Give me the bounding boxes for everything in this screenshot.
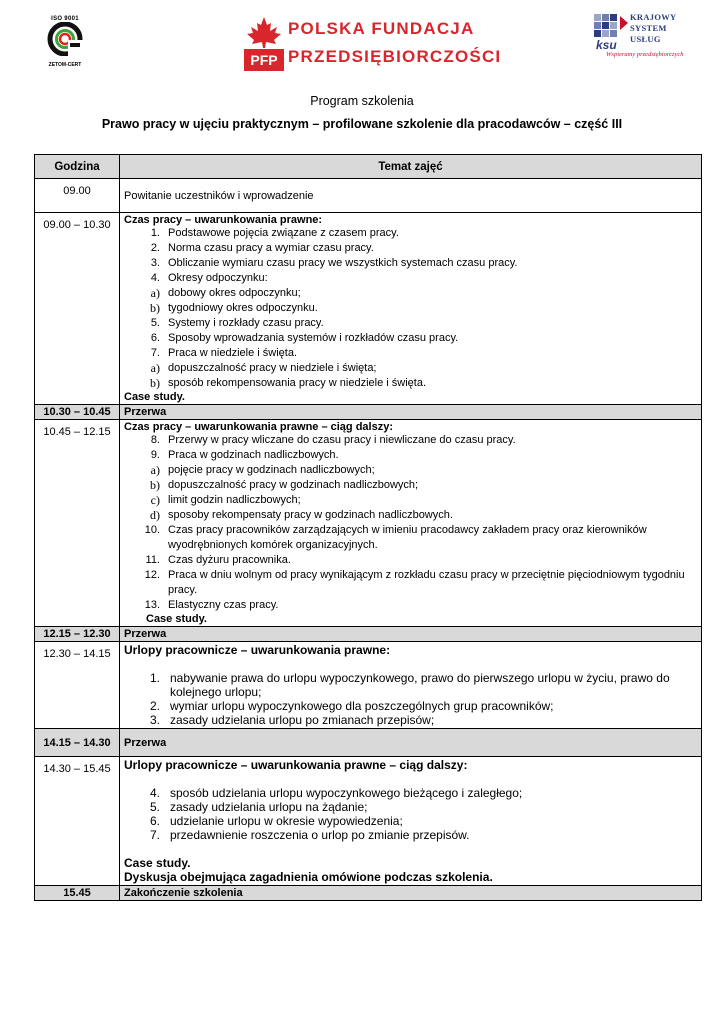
list-item: 7. przedawnienie roszczenia o urlop po zmianie przepisów. [149, 828, 470, 842]
table-header-row [35, 155, 702, 179]
row-topic [120, 757, 702, 886]
table-row [35, 757, 702, 886]
row-topic: Powitanie uczestników i wprowadzenie [120, 179, 702, 213]
row-topic: Przerwa [120, 405, 702, 420]
list-item: 1. Podstawowe pojęcia związane z czasem pracy. [150, 227, 399, 239]
list-item: 3. Obliczanie wymiaru czasu pracy we wszystkich systemach czasu pracy. [150, 257, 518, 269]
row-time: 12.15 – 12.30 [35, 627, 120, 642]
row-time: 09.00 [35, 179, 120, 213]
list-item: 4. Okresy odpoczynku: [150, 272, 268, 284]
table-row [35, 627, 702, 642]
list-item: b) dopuszczalność pracy w godzinach nadliczbowych; [150, 478, 419, 492]
row-time: 10.30 – 10.45 [35, 405, 120, 420]
section-heading: Czas pracy – uwarunkowania prawne – ciąg dalszy: [124, 421, 393, 433]
list-item: 11. Czas dyżuru pracownika. [145, 554, 291, 566]
list-item: a) pojęcie pracy w godzinach nadliczbowych; [150, 463, 375, 477]
iso-logo [34, 16, 96, 68]
topic-list [124, 433, 697, 613]
row-time: 09.00 – 10.30 [35, 213, 120, 405]
list-item: b) tygodniowy okres odpoczynku. [150, 301, 318, 315]
case-study-label: Case study. [124, 391, 185, 403]
row-topic [120, 420, 702, 627]
list-item: c) limit godzin nadliczbowych; [150, 493, 301, 507]
section-heading: Czas pracy – uwarunkowania prawne: [124, 214, 323, 226]
list-item: 6. udzielanie urlopu w okresie wypowiedzenia; [149, 814, 403, 828]
ksu-tagline: Wspieramy przedsiębiorczych [606, 51, 684, 58]
zetom-emblem-icon [46, 22, 84, 56]
table-row [35, 420, 702, 627]
row-topic: Przerwa [120, 627, 702, 642]
table-row [35, 886, 702, 901]
maple-leaf-icon [244, 16, 284, 72]
case-study-label: Case study. [124, 856, 191, 870]
list-item: 9. Praca w godzinach nadliczbowych. [150, 449, 339, 461]
row-topic: Przerwa [120, 729, 702, 757]
list-item: 3. zasady udzielania urlopu po zmianach przepisów; [149, 713, 435, 727]
topic-list [124, 671, 697, 727]
list-item: 7. Praca w niedziele i święta. [150, 347, 298, 359]
row-topic [120, 642, 702, 729]
list-item: 8. Przerwy w pracy wliczane do czasu pracy i niewliczane do czasu pracy. [150, 434, 516, 446]
list-item: 10. Czas pracy pracowników zarządzających w imieniu pracodawcy zakładem pracy oraz kierowników wyodrębnionych komórek organizacyjnych. [144, 524, 647, 551]
header-time: Godzina [35, 155, 120, 179]
row-topic: Zakończenie szkolenia [120, 886, 702, 901]
row-time: 14.30 – 15.45 [35, 757, 120, 886]
table-row [35, 405, 702, 420]
iso-label: ISO 9001 [51, 16, 79, 22]
ksu-grid-icon [594, 14, 628, 40]
pfp-name-line1: POLSKA FUNDACJA [288, 19, 475, 38]
list-item: 2. wymiar urlopu wypoczynkowego dla poszczególnych grup pracowników; [149, 699, 554, 713]
topic-list [124, 786, 697, 842]
list-item: 2. Norma czasu pracy a wymiar czasu pracy. [150, 242, 374, 254]
table-row [35, 729, 702, 757]
list-item: 5. Systemy i rozkłady czasu pracy. [150, 317, 324, 329]
schedule-table [34, 154, 702, 901]
ksu-line1: KRAJOWY [630, 12, 677, 22]
section-heading: Urlopy pracownicze – uwarunkowania prawne – ciąg dalszy: [124, 758, 468, 772]
pfp-name-line2: PRZEDSIĘBIORCZOŚCI [288, 47, 502, 66]
list-item: 5. zasady udzielania urlopu na żądanie; [149, 800, 368, 814]
table-row [35, 213, 702, 405]
discussion-label: Dyskusja obejmująca zagadnienia omówione podczas szkolenia. [124, 870, 493, 884]
header-topic: Temat zajęć [120, 155, 702, 179]
ksu-line2: SYSTEM [630, 23, 667, 33]
iso-cert-label: ZETOM-CERT [48, 62, 82, 68]
table-row [35, 179, 702, 213]
list-item: 1. nabywanie prawa do urlopu wypoczynkowego, prawo do pierwszego urlopu w życiu, prawo do kolejnego urlopu; [149, 671, 670, 699]
pfp-mark: PFP [250, 52, 278, 68]
list-item: 12. Praca w dniu wolnym od pracy wynikającym z rozkładu czasu pracy w przeciętnie pięciodniowym tygodniu pracy. [144, 569, 685, 596]
row-time: 15.45 [35, 886, 120, 901]
page-header [0, 0, 724, 85]
list-item: a) dobowy okres odpoczynku; [150, 286, 301, 300]
topic-list [124, 226, 697, 391]
section-heading: Urlopy pracownicze – uwarunkowania prawne: [124, 643, 391, 657]
document-subtitle: Prawo pracy w ujęciu praktycznym – profilowane szkolenie dla pracodawców – część III [101, 117, 623, 131]
ksu-line3: USŁUG [630, 34, 661, 44]
ksu-mark: ksu [596, 38, 617, 52]
row-time: 14.15 – 14.30 [35, 729, 120, 757]
row-time: 10.45 – 12.15 [35, 420, 120, 627]
row-topic [120, 213, 702, 405]
list-item: d) sposoby rekompensaty pracy w godzinach nadliczbowych. [150, 508, 453, 522]
pfp-logo [244, 16, 502, 77]
document-title: Program szkolenia [310, 94, 414, 108]
list-item: a) dopuszczalność pracy w niedziele i święta; [150, 361, 377, 375]
list-item: 13. Elastyczny czas pracy. [144, 599, 279, 611]
table-row [35, 642, 702, 729]
case-study-label: Case study. [146, 613, 207, 625]
row-time: 12.30 – 14.15 [35, 642, 120, 729]
list-item: 6. Sposoby wprowadzania systemów i rozkładów czasu pracy. [150, 332, 459, 344]
list-item: b) sposób rekompensowania pracy w niedziele i święta. [150, 376, 427, 390]
list-item: 4. sposób udzielania urlopu wypoczynkowego bieżącego i zaległego; [149, 786, 523, 800]
